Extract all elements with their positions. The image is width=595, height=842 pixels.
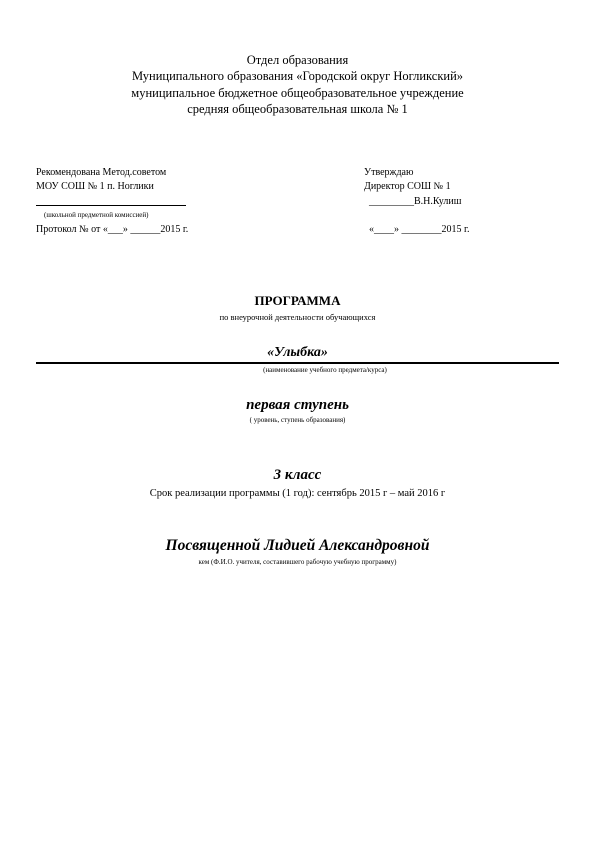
director-title: Директор СОШ № 1: [364, 181, 451, 192]
author-name: Посвященной Лидией Александровной: [165, 537, 430, 554]
school-name-title: средняя общеобразовательная школа № 1: [187, 102, 408, 116]
implementation-term: Срок реализации программы (1 год): сентябрь 2015 г – май 2016 г: [149, 488, 446, 499]
education-level-caption: ( уровень, ступень образования): [249, 416, 346, 424]
education-level: первая ступень: [246, 397, 349, 413]
director-signature: _________В.Н.Кулиш: [369, 196, 462, 207]
grade: 3 класс: [273, 467, 322, 483]
approval-date: «____» ________2015 г.: [369, 224, 470, 235]
protocol-line: Протокол № от «___» ______2015 г.: [36, 224, 189, 235]
author-caption: кем (Ф.И.О. учителя, составившего рабочую учебную программу): [198, 558, 397, 566]
program-title: ПРОГРАММА: [254, 293, 341, 308]
program-subtitle: по внеурочной деятельности обучающихся: [219, 312, 376, 322]
recommended-org: МОУ СОШ № 1 п. Ноглики: [36, 181, 154, 192]
program-name-caption: (наименование учебного предмета/курса): [263, 366, 387, 374]
recommended-by: Рекомендована Метод.советом: [36, 167, 167, 178]
school-type-title: муниципальное бюджетное общеобразовательное учреждение: [131, 86, 464, 100]
commission-caption: (школьной предметной комиссией): [44, 211, 149, 219]
program-name: «Улыбка»: [267, 345, 328, 360]
municipality-title: Муниципального образования «Городской округ Ногликский»: [131, 69, 464, 83]
program-name-underline: [36, 362, 559, 364]
approve-label: Утверждаю: [364, 167, 414, 178]
signature-line-left: [36, 205, 186, 206]
department-title: Отдел образования: [246, 53, 349, 67]
